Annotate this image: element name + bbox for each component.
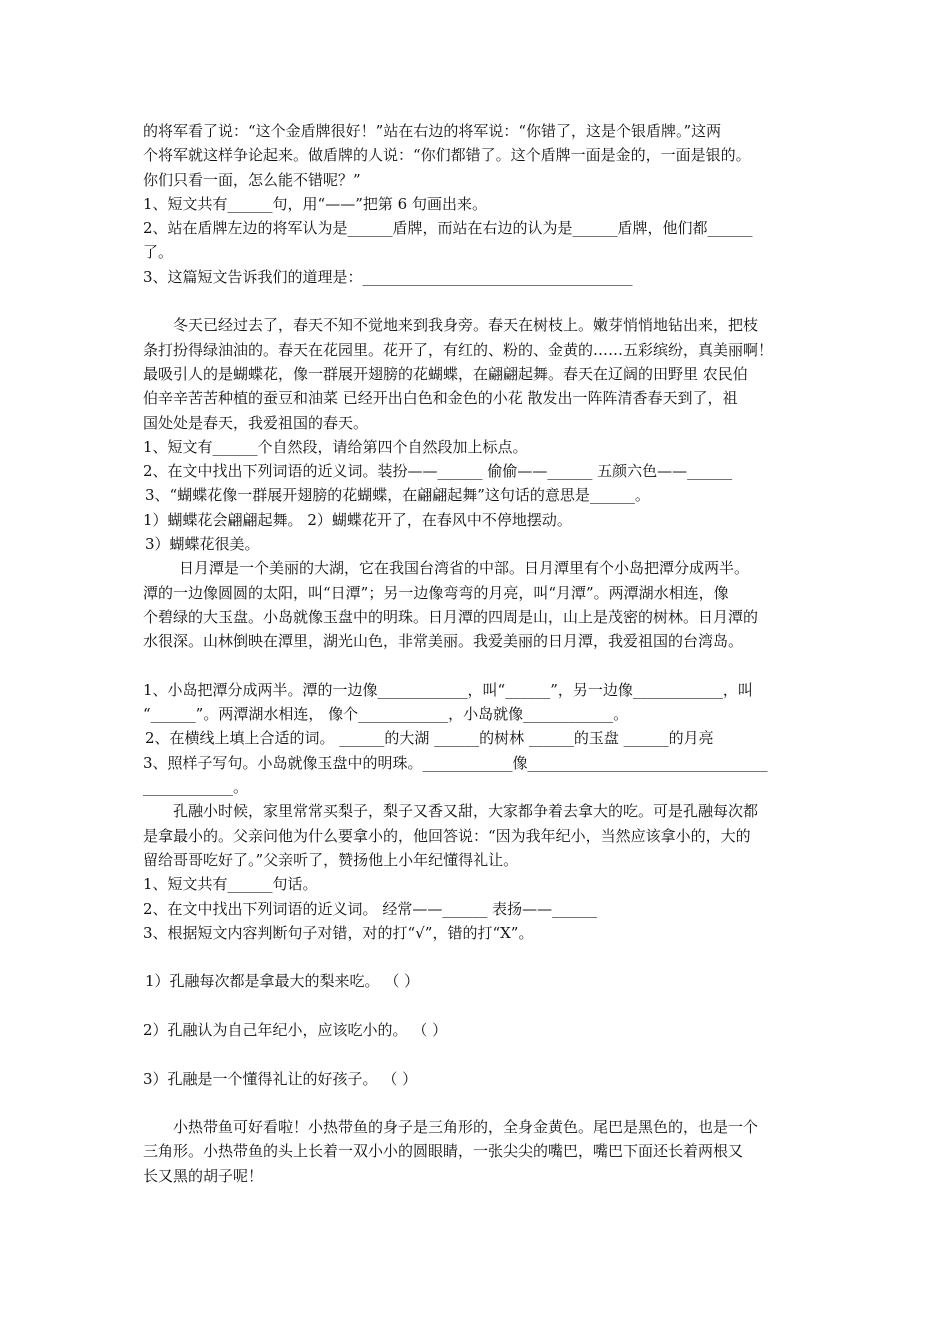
passage-line: 长又黑的胡子呢！ (143, 1166, 264, 1185)
question-line: 1）蝴蝶花会翩翩起舞。 2）蝴蝶花开了，在春风中不停地摆动。 (143, 510, 572, 529)
spacer (143, 654, 813, 678)
passage-line: 最吸引人的是蝴蝶花，像一群展开翅膀的花蝴蝶，在翩翩起舞。春天在辽阔的田野里 农民伯 (143, 364, 748, 383)
spacer (143, 289, 813, 313)
question-line: 3、照样子写句。小岛就像玉盘中的明珠。____________像________________________________ (143, 753, 768, 772)
question-line: ____________。 (143, 778, 249, 797)
question-line: 2、在文中找出下列词语的近义词。 经常——______ 表扬——______ (143, 899, 598, 918)
passage-line: 国处处是春天，我爱祖国的春天。 (143, 413, 369, 432)
spring-passage (143, 313, 813, 434)
passage-line: 冬天已经过去了，春天不知不觉地来到我身旁。春天在树枝上。嫩芽悄悄地钻出来，把枝 (173, 316, 759, 335)
lake-passage (143, 556, 813, 653)
passage-line: 留给哥哥吃好了。”父亲听了，赞扬他上小年纪懂得礼让。 (143, 850, 519, 869)
lake-questions (143, 678, 813, 799)
passage-line: 伯辛辛苦苦种植的蚕豆和油菜 已经开出白色和金色的小花 散发出一阵阵清香春天到了，祖 (143, 389, 738, 408)
question-line: 了。 (143, 243, 174, 262)
question-line: 3）蝴蝶花很美。 (145, 535, 260, 554)
question-line: 2、在文中找出下列词语的近义词。装扮——______ 偷偷——______ 五颜六色——______ (143, 462, 733, 481)
question-line: 1、短文共有______句，用“——”把第 6 句画出来。 (143, 194, 487, 213)
spring-questions (143, 435, 813, 556)
question-line: 1、短文共有______句话。 (143, 875, 318, 894)
question-line: “______”。两潭湖水相连， 像个____________，小岛就像____________。 (143, 705, 629, 724)
question-line: 2、在横线上填上合适的词。 ______的大湖 ______的树林 ______的玉盘 ______的月亮 (145, 729, 714, 748)
passage-line: 条打扮得绿油油的。春天在花园里。花开了，有红的、粉的、金黄的……五彩缤纷，真美丽啊！ (143, 340, 774, 359)
passage-line: 三角形。小热带鱼的头上长着一双小小的圆眼睛，一张尖尖的嘴巴，嘴巴下面还长着两根又 (143, 1142, 744, 1161)
shield-passage (143, 119, 813, 192)
spacer (143, 1091, 813, 1115)
worksheet-page (143, 119, 813, 1188)
question-line: 1、短文有______个自然段，请给第四个自然段加上标点。 (143, 437, 528, 456)
question-line: 1、小岛把潭分成两半。潭的一边像____________，叫“______”，另一边像____________，叫 (143, 680, 753, 699)
judgement-line: 1）孔融每次都是拿最大的梨来吃。 （ ） (145, 972, 420, 991)
kongrong-questions (143, 872, 813, 945)
question-line: 3、“蝴蝶花像一群展开翅膀的花蝴蝶，在翩翩起舞”这句话的意思是______。 (145, 486, 650, 505)
fish-passage (143, 1115, 813, 1188)
passage-line: 个将军就这样争论起来。做盾牌的人说：“你们都错了。这个盾牌一面是金的，一面是银的。 (143, 146, 751, 165)
judgement-line: 2）孔融认为自己年纪小，应该吃小的。 （ ） (143, 1020, 448, 1039)
question-line: 2、站在盾牌左边的将军认为是______盾牌，而站在右边的认为是______盾牌，他们都______ (143, 219, 753, 238)
passage-line: 个碧绿的大玉盘。小岛就像玉盘中的明珠。日月潭的四周是山，山上是茂密的树林。日月潭的 (143, 607, 759, 626)
judgement-line: 3）孔融是一个懂得礼让的好孩子。 （ ） (143, 1069, 418, 1088)
kongrong-passage (143, 799, 813, 872)
passage-line: 孔融小时候，家里常常买梨子，梨子又香又甜，大家都争着去拿大的吃。可是孔融每次都 (173, 802, 759, 821)
shield-questions (143, 192, 813, 289)
passage-line: 日月潭是一个美丽的大湖，它在我国台湾省的中部。日月潭里有个小岛把潭分成两半。 (179, 559, 750, 578)
spacer (143, 1042, 813, 1066)
question-line: 3、根据短文内容判断句子对错，对的打“√”，错的打“X”。 (143, 923, 534, 942)
passage-line: 水很深。山林倒映在潭里，湖光山色，非常美丽。我爱美丽的日月潭，我爱祖国的台湾岛。 (143, 632, 744, 651)
passage-line: 小热带鱼可好看啦！小热带鱼的身子是三角形的，全身金黄色。尾巴是黑色的，也是一个 (173, 1118, 759, 1137)
passage-line: 的将军看了说：“这个金盾牌很好！”站在右边的将军说：“你错了，这是个银盾牌。”这两 (143, 122, 722, 140)
passage-line: 潭的一边像圆圆的太阳，叫“日潭”；另一边像弯弯的月亮，叫“月潭”。两潭湖水相连，像 (143, 583, 729, 602)
spacer (143, 994, 813, 1018)
passage-line: 你们只看一面，怎么能不错呢？” (143, 170, 361, 189)
passage-line: 是拿最小的。父亲问他为什么要拿小的，他回答说：“因为我年纪小，当然应该拿小的，大的 (143, 826, 751, 845)
spacer (143, 945, 813, 969)
question-line: 3、这篇短文告诉我们的道理是：____________________________________ (143, 267, 633, 286)
